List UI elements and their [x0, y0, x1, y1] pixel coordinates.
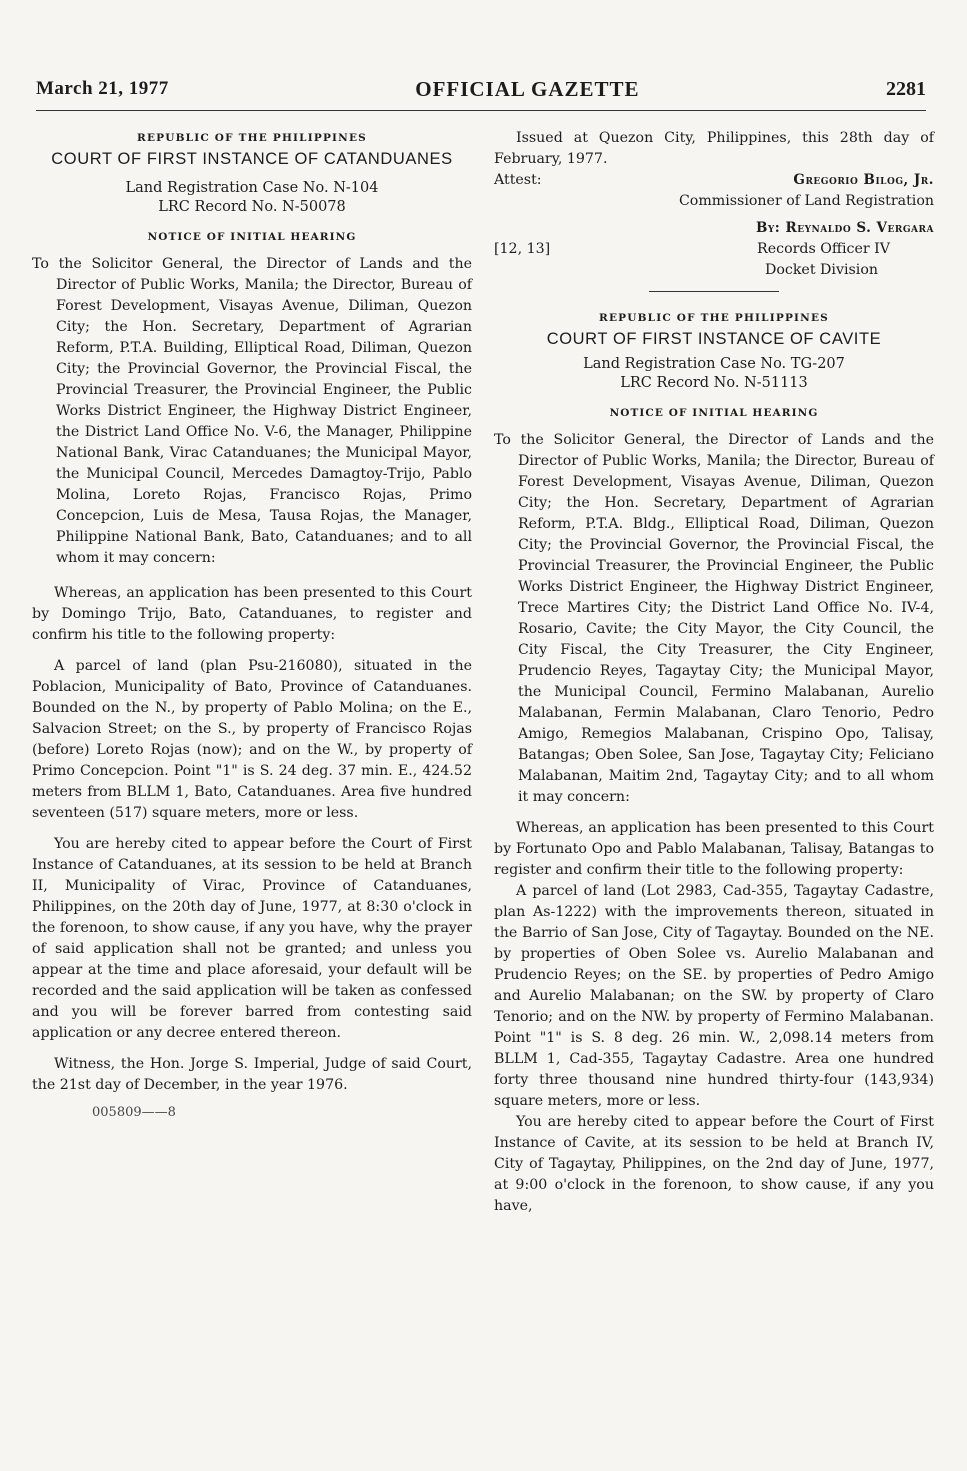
notice1-case-no: Land Registration Case No. N-104: [125, 180, 379, 196]
header-rule: [36, 110, 926, 111]
header-title: OFFICIAL GAZETTE: [415, 76, 640, 101]
notice1-parcel: A parcel of land (plan Psu-216080), situated in the Poblacion, Municipality of Bato, Province of Catanduanes. Bounded on the N., by property of Pablo Molina; on the E., Salvacion Street; on the S., by property of Francisco Rojas (before) Loreto Rojas (now); and on the W., by property of Primo Concepcion. Point "1" is S. 24 deg. 37 min. E., 424.52 meters from BLLM 1, Bato, Catanduanes. Area five hundred seventeen (517) square meters, more or less.: [32, 658, 472, 821]
notice2-case-no: Land Registration Case No. TG-207: [583, 356, 845, 372]
commissioner-title: Commissioner of Land Registration: [678, 193, 934, 209]
notice1-court: COURT OF FIRST INSTANCE OF CATANDUANES: [51, 150, 453, 168]
notice-separator: [649, 291, 779, 292]
notice1-witness: Witness, the Hon. Jorge S. Imperial, Judge of said Court, the 21st day of December, in the year 1976.: [32, 1056, 472, 1093]
notice1-whereas: Whereas, an application has been presented to this Court by Domingo Trijo, Bato, Catanduanes, to register and confirm his title to the following property:: [32, 585, 472, 643]
notice1-lrc-record: LRC Record No. N-50078: [158, 199, 346, 215]
notice2-lrc-record: LRC Record No. N-51113: [620, 375, 808, 391]
notice1-addressees: To the Solicitor General, the Director of Lands and the Director of Public Works, Manila; the Director, Bureau of Forest Development, Visayas Avenue, Diliman, Quezon City; the Hon. Secretary, Department of Agrarian Reform, P.T.A. Building, Elliptical Road, Diliman, Quezon City; the Provincial Governor, the Provincial Fiscal, the Provincial Treasurer, the Provincial Engineer, the Public Works District Engineer, the Highway District Engineer, the District Land Office No. V-6, the Manager, Philippine National Bank, Virac Catanduanes; the Municipal Mayor, the Municipal Council, Mercedes Damagtoy-Trijo, Pablo Molina, Loreto Rojas, Francisco Rojas, Primo Concepcion, Luis de Mesa, Tausa Rojas, the Manager, Philippine National Bank, Bato, Catanduanes; and to all whom it may concern:: [32, 256, 472, 566]
attest-label: Attest:: [494, 172, 542, 188]
officer-row: [494, 239, 934, 260]
page-header: [36, 72, 926, 106]
officer-title: Records Officer IV: [757, 241, 890, 257]
attest-row: [494, 170, 934, 191]
notice1-cited: You are hereby cited to appear before the Court of First Instance of Catanduanes, at its session to be held at Branch II, Municipality of Virac, Province of Catanduanes, Philippines, on the 20th day of June, 1977, at 8:30 o'clock in the forenoon, to show cause, if any you have, why the prayer of said application shall not be granted; and unless you appear at the time and place aforesaid, your default will be recorded and the said application will be taken as confessed and you will be forever barred from contesting said application or any decree entered thereon.: [32, 836, 472, 1041]
notice2-title: NOTICE OF INITIAL HEARING: [609, 407, 819, 419]
notice1-republic: REPUBLIC OF THE PHILIPPINES: [137, 132, 367, 144]
left-column: [32, 128, 472, 1123]
notice2-court: COURT OF FIRST INSTANCE OF CAVITE: [546, 330, 882, 348]
notice2-parcel: A parcel of land (Lot 2983, Cad-355, Tagaytay Cadastre, plan As-1222) with the improvements thereon, situated in the Barrio of San Jose, City of Tagaytay. Bounded on the NE. by properties of Oben Solee vs. Aurelio Malabanan and Prudencio Reyes; on the SE. by properties of Pedro Amigo and Aurelio Malabanan; on the SW. by property of Claro Tenorio; and on the NW. by property of Fermino Malabanan. Point "1" is S. 8 deg. 26 min. W., 2,098.14 meters from BLLM 1, Cad-355, Tagaytay Cadastre. Area one hundred forty three thousand nine hundred thirty-four (143,934) square meters, more or less.: [494, 883, 934, 1109]
by-line: By: Reynaldo S. Vergara: [755, 220, 934, 236]
notice1-issued: Issued at Quezon City, Philippines, this 28th day of February, 1977.: [494, 130, 934, 167]
docket-division: Docket Division: [764, 262, 878, 278]
right-column: [494, 128, 934, 1217]
header-page-number: 2281: [886, 77, 926, 100]
notice2-republic: REPUBLIC OF THE PHILIPPINES: [599, 312, 829, 324]
issue-ref: [12, 13]: [494, 241, 551, 257]
notice1-code: 005809——8: [92, 1105, 176, 1120]
notice2-whereas: Whereas, an application has been presented to this Court by Fortunato Opo and Pablo Malabanan, Talisay, Batangas to register and confirm their title to the following property:: [494, 820, 934, 878]
notice1-title: NOTICE OF INITIAL HEARING: [147, 231, 357, 243]
header-date: March 21, 1977: [36, 78, 169, 99]
commissioner-name: Gregorio Bilog, Jr.: [793, 172, 934, 188]
notice2-cited: You are hereby cited to appear before the Court of First Instance of Cavite, at its session to be held at Branch IV, City of Tagaytay, Philippines, on the 2nd day of June, 1977, at 9:00 o'clock in the forenoon, to show cause, if any you have,: [494, 1114, 934, 1214]
notice2-addressees: To the Solicitor General, the Director of Lands and the Director of Public Works, Manila; the Director, Bureau of Forest Development, Visayas Avenue, Diliman, Quezon City; the Hon. Secretary, Department of Agrarian Reform, P.T.A. Bldg., Elliptical Road, Diliman, Quezon City; the Provincial Governor, the Provincial Fiscal, the Provincial Treasurer, the Provincial Engineer, the Public Works District Engineer, the Highway District Engineer, Trece Martires City; the District Land Office No. IV-4, Rosario, Cavite; the City Mayor, the City Council, the City Fiscal, the City Treasurer, the City Engineer, Prudencio Reyes, Tagaytay City; the Municipal Mayor, the Municipal Council, Fermino Malabanan, Aurelio Malabanan, Fermin Malabanan, Claro Tenorio, Pedro Amigo, Remegios Malabanan, Crispino Opo, Talisay, Batangas; Oben Solee, San Jose, Tagaytay City; Feliciano Malabanan, Maitim 2nd, Tagaytay City; and to all whom it may concern:: [494, 432, 934, 805]
